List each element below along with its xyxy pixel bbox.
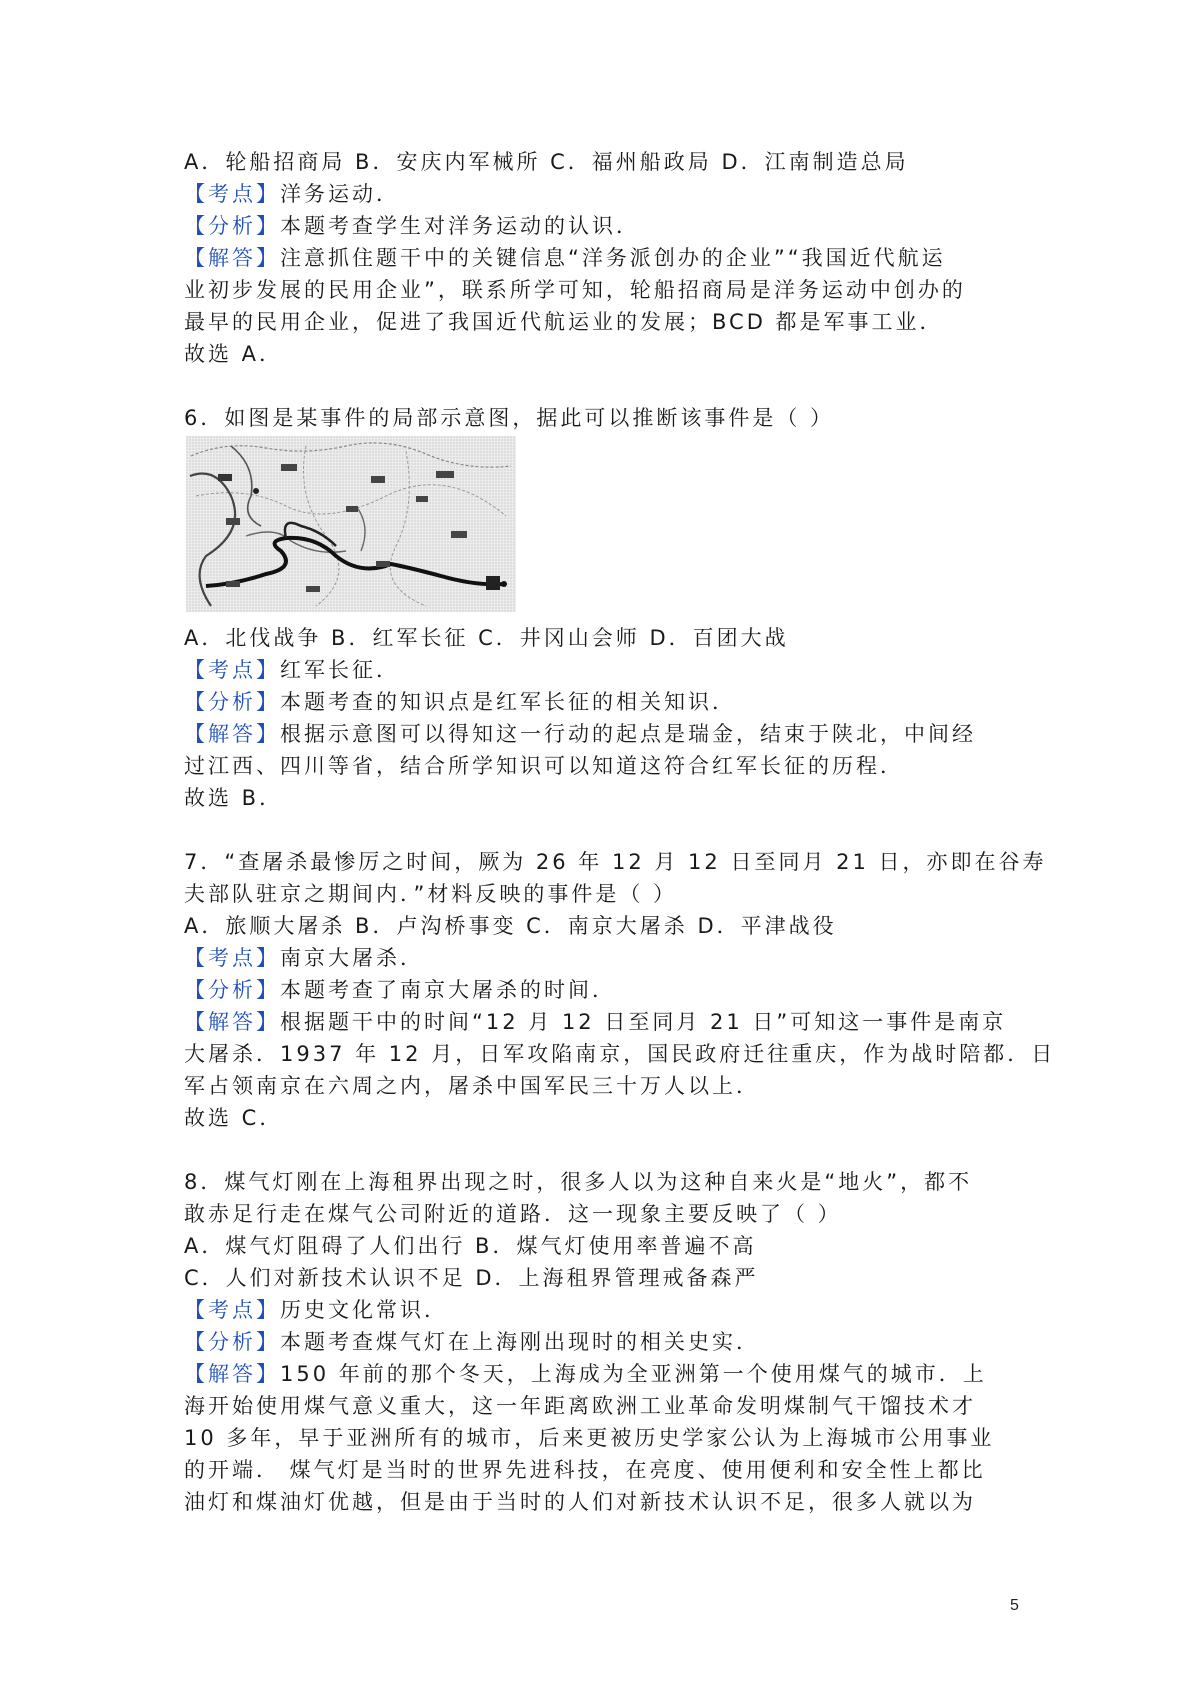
q7-kaodian [184,942,1044,974]
kaodian-text: 红军长征． [280,658,400,682]
q8-options-1: A．煤气灯阻碍了人们出行 B．煤气灯使用率普遍不高 [184,1234,757,1258]
fenxi-text: 本题考查学生对洋务运动的认识． [280,214,640,238]
q8-fenxi [184,1326,1044,1358]
q8-stem-2: 敢赤足行走在煤气公司附近的道路．这一现象主要反映了（ ） [184,1202,842,1226]
q5-jieda-3: 最早的民用企业，促进了我国近代航运业的发展；BCD 都是军事工业． [184,310,944,334]
kaodian-text: 南京大屠杀． [280,946,424,970]
q6-stem: 6．如图是某事件的局部示意图，据此可以推断该事件是（ ） [184,406,835,430]
q7-options: A．旅顺大屠杀 B．卢沟桥事变 C．南京大屠杀 D．平津战役 [184,914,837,938]
q8-stem-1: 8．煤气灯刚在上海租界出现之时，很多人以为这种自来火是“地火”，都不 [184,1170,973,1194]
jieda-text: 注意抓住题干中的关键信息“洋务派创办的企业”“我国近代航运 [280,246,946,270]
kaodian-tag: 【考点】 [184,1298,280,1322]
q8-jieda-3: 10 多年，早于亚洲所有的城市，后来更被历史学家公认为上海城市公用事业 [184,1426,995,1450]
jieda-text: 根据示意图可以得知这一行动的起点是瑞金，结束于陕北，中间经 [280,722,976,746]
fenxi-text: 本题考查煤气灯在上海刚出现时的相关史实． [280,1330,760,1354]
q6-jieda-1 [184,718,1044,750]
q6-fenxi [184,686,1044,718]
q7-stem-2: 夫部队驻京之期间内．”材料反映的事件是（ ） [184,882,678,906]
q5-jieda-1 [184,242,1044,274]
jieda-text: 150 年前的那个冬天，上海成为全亚洲第一个使用煤气的城市．上 [280,1362,987,1386]
q6-kaodian [184,654,1044,686]
jieda-tag: 【解答】 [184,1362,280,1386]
q8-options-2: C．人们对新技术认识不足 D．上海租界管理戒备森严 [184,1266,759,1290]
jieda-text: 根据题干中的时间“12 月 12 日至同月 21 日”可知这一事件是南京 [280,1010,1007,1034]
page-content [184,146,1056,1518]
q7-jieda-2: 大屠杀．1937 年 12 月，日军攻陷南京，国民政府迁往重庆，作为战时陪都．日 [184,1042,1056,1066]
q5-kaodian [184,178,1044,210]
kaodian-text: 洋务运动． [280,182,400,206]
jieda-tag: 【解答】 [184,246,280,270]
q6-options: A．北伐战争 B．红军长征 C．井冈山会师 D．百团大战 [184,626,789,650]
q8-jieda-4: 的开端． 煤气灯是当时的世界先进科技，在亮度、使用便利和安全性上都比 [184,1458,986,1482]
q8-jieda-5: 油灯和煤油灯优越，但是由于当时的人们对新技术认识不足，很多人就以为 [184,1490,976,1514]
q7-jieda-3: 军占领南京在六周之内，屠杀中国军民三十万人以上． [184,1074,760,1098]
q8-jieda-2: 海开始使用煤气意义重大，这一年距离欧洲工业革命发明煤制气干馏技术才 [184,1394,976,1418]
kaodian-tag: 【考点】 [184,182,280,206]
q5-options: A．轮船招商局 B．安庆内军械所 C．福州船政局 D．江南制造总局 [184,150,909,174]
q8-kaodian [184,1294,1044,1326]
q6-jieda-2: 过江西、四川等省，结合所学知识可以知道这符合红军长征的历程． [184,754,904,778]
q5-fenxi [184,210,1044,242]
q5-jieda-2: 业初步发展的民用企业”，联系所学可知，轮船招商局是洋务运动中创办的 [184,278,966,302]
fenxi-tag: 【分析】 [184,978,280,1002]
kaodian-tag: 【考点】 [184,946,280,970]
fenxi-tag: 【分析】 [184,214,280,238]
kaodian-tag: 【考点】 [184,658,280,682]
q6-answer: 故选 B． [184,786,284,810]
q8-jieda-1 [184,1358,1044,1390]
fenxi-tag: 【分析】 [184,1330,280,1354]
fenxi-text: 本题考查了南京大屠杀的时间． [280,978,616,1002]
fenxi-text: 本题考查的知识点是红军长征的相关知识． [280,690,736,714]
q5-answer: 故选 A． [184,342,284,366]
q7-fenxi [184,974,1044,1006]
long-march-route-map-icon [186,436,516,612]
q7-answer: 故选 C． [184,1106,284,1130]
jieda-tag: 【解答】 [184,722,280,746]
kaodian-text: 历史文化常识． [280,1298,448,1322]
q7-jieda-1 [184,1006,1044,1038]
jieda-tag: 【解答】 [184,1010,280,1034]
fenxi-tag: 【分析】 [184,690,280,714]
page-number: 5 [1010,1597,1019,1614]
long-march-map-image [186,436,516,612]
q7-stem-1: 7．“查屠杀最惨厉之时间，厥为 26 年 12 月 12 日至同月 21 日，亦即在谷寿 [184,850,1047,874]
